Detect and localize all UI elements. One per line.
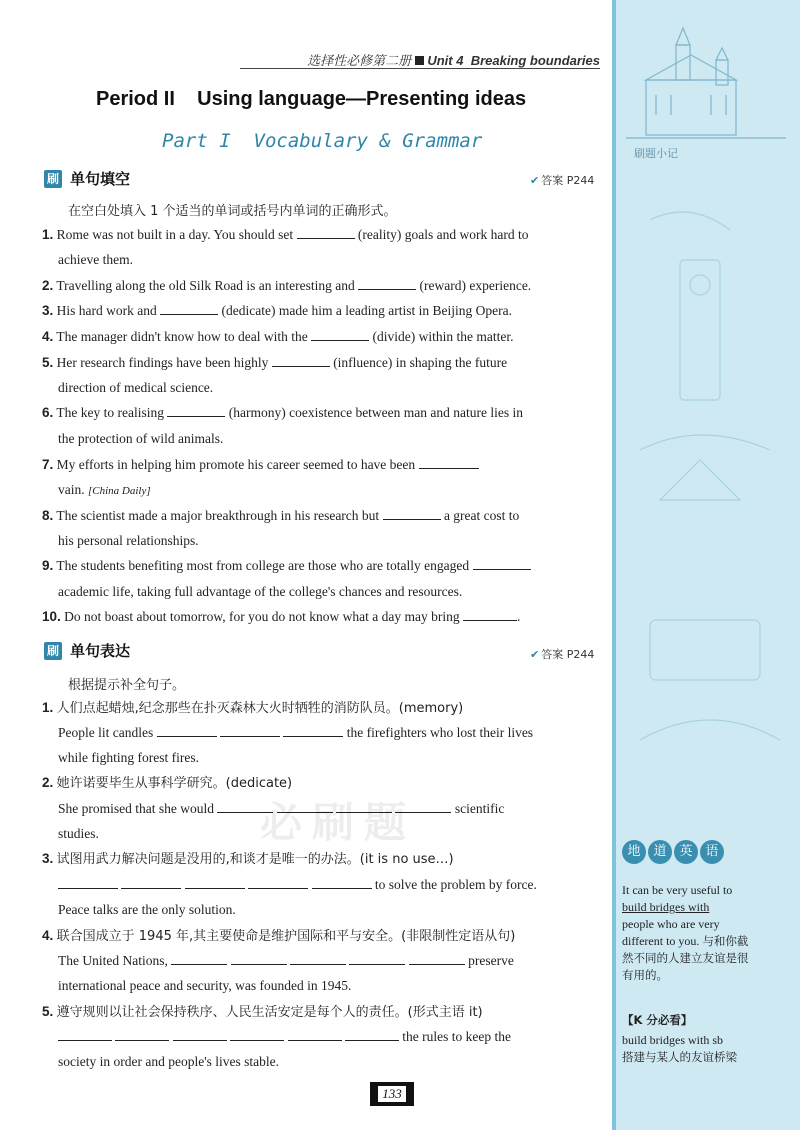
item-text: scientific xyxy=(454,801,505,816)
watermark: 必刷题 xyxy=(260,798,417,847)
item-text: His hard work and xyxy=(56,303,157,318)
answer-blank[interactable] xyxy=(419,456,479,469)
answer-blank[interactable] xyxy=(463,608,517,621)
item-text: Rome was not built in a day. You should set xyxy=(56,227,294,242)
running-title: Breaking boundaries xyxy=(470,53,600,68)
part-title: Part I Vocabulary & Grammar xyxy=(162,130,483,152)
list-item xyxy=(42,507,604,525)
answer-blank[interactable] xyxy=(231,952,287,965)
sidebar-divider xyxy=(612,0,616,1130)
item-text: Travelling along the old Silk Road is an interesting and xyxy=(56,278,355,293)
square-icon xyxy=(415,56,424,65)
k-chinese: 搭建与某人的友谊桥梁 xyxy=(622,1050,737,1064)
item-continuation: while fighting forest fires. xyxy=(58,750,199,765)
item-number: 5. xyxy=(42,355,54,370)
list-item xyxy=(42,927,604,946)
section-heading xyxy=(44,640,130,661)
k-content xyxy=(622,1032,752,1066)
list-item xyxy=(42,404,604,422)
answer-blank[interactable] xyxy=(290,952,346,965)
item-continuation: Peace talks are the only solution. xyxy=(58,902,236,917)
item-text: The scientist made a major breakthrough in his research but xyxy=(56,508,380,523)
item-continuation: the protection of wild animals. xyxy=(58,431,224,446)
sidebar-doodles xyxy=(630,200,790,820)
item-text: She promised that she would xyxy=(58,801,214,816)
answer-ref xyxy=(530,172,594,188)
k-english: build bridges with sb xyxy=(622,1033,723,1047)
answer-ref-text: 答案 P244 xyxy=(541,648,595,661)
item-continuation xyxy=(58,481,604,500)
answer-blank[interactable] xyxy=(185,876,245,889)
list-item xyxy=(42,328,604,346)
list-item xyxy=(42,277,604,295)
item-text: Her research findings have been highly xyxy=(56,355,269,370)
item-text: My efforts in helping him promote his career seemed to have been xyxy=(56,457,416,472)
tip-phrase: build bridges with xyxy=(622,900,710,914)
answer-blank[interactable] xyxy=(283,724,343,737)
item-text: the firefighters who lost their lives xyxy=(346,725,534,740)
item-text: (divide) within the matter. xyxy=(372,329,514,344)
badge-char: 英 xyxy=(674,840,698,864)
section-heading-text: 单句表达 xyxy=(70,642,131,660)
item-number: 2. xyxy=(42,775,54,790)
badge-char: 地 xyxy=(622,840,646,864)
item-line xyxy=(58,952,604,970)
item-number: 1. xyxy=(42,227,54,242)
header-rule xyxy=(240,68,600,69)
chinese-prompt: 人们点起蜡烛,纪念那些在扑灭森林大火时牺牲的消防队员。(memory) xyxy=(56,701,464,716)
item-number: 1. xyxy=(42,700,54,715)
answer-blank[interactable] xyxy=(220,724,280,737)
tip-chinese: 与和你截然不同的人建立友谊是很有用的。 xyxy=(622,934,749,982)
answer-blank[interactable] xyxy=(167,404,225,417)
item-text: . xyxy=(516,609,521,624)
tip-line xyxy=(622,933,752,984)
list-item xyxy=(42,354,604,372)
list-item xyxy=(42,699,604,718)
answer-blank[interactable] xyxy=(473,557,531,570)
answer-blank[interactable] xyxy=(115,1028,169,1041)
source-note: [China Daily] xyxy=(88,485,151,497)
item-continuation: international peace and security, was founded in 1945. xyxy=(58,978,352,993)
item-number: 9. xyxy=(42,558,54,573)
item-text: to solve the problem by force. xyxy=(374,877,537,892)
item-number: 6. xyxy=(42,405,54,420)
chinese-prompt: 试图用武力解决问题是没用的,和谈才是唯一的办法。(it is no use…) xyxy=(56,852,454,867)
list-item xyxy=(42,608,604,626)
k-title: 【K 分必看】 xyxy=(622,1013,693,1027)
item-text: (influence) in shaping the future xyxy=(333,355,508,370)
running-unit: Unit 4 xyxy=(427,53,464,68)
answer-blank[interactable] xyxy=(358,277,416,290)
list-item xyxy=(42,1003,604,1022)
page-number xyxy=(370,1082,414,1106)
chinese-prompt: 联合国成立于 1945 年,其主要使命是维护国际和平与安全。(非限制性定语从句) xyxy=(56,929,516,944)
item-number: 10. xyxy=(42,609,61,624)
item-number: 4. xyxy=(42,928,54,943)
answer-blank[interactable] xyxy=(171,952,227,965)
item-number: 3. xyxy=(42,303,54,318)
answer-ref-text: 答案 P244 xyxy=(541,174,595,187)
answer-blank[interactable] xyxy=(248,876,308,889)
item-number: 3. xyxy=(42,851,54,866)
check-icon: ✔ xyxy=(530,174,540,187)
answer-blank[interactable] xyxy=(349,952,405,965)
item-text: the rules to keep the xyxy=(402,1029,511,1044)
section-heading xyxy=(44,168,130,189)
item-line xyxy=(58,724,604,742)
item-text: The United Nations, xyxy=(58,953,168,968)
answer-blank[interactable] xyxy=(345,1028,399,1041)
list-item xyxy=(42,557,604,575)
item-text: (dedicate) made him a leading artist in Beijing Opera. xyxy=(221,303,513,318)
brush-icon: 刷 xyxy=(44,170,62,188)
answer-blank[interactable] xyxy=(121,876,181,889)
item-number: 2. xyxy=(42,278,54,293)
answer-ref xyxy=(530,646,594,662)
answer-blank[interactable] xyxy=(409,952,465,965)
answer-blank[interactable] xyxy=(58,876,118,889)
answer-blank[interactable] xyxy=(157,724,217,737)
answer-blank[interactable] xyxy=(173,1028,227,1041)
answer-blank[interactable] xyxy=(383,507,441,520)
chinese-prompt: 遵守规则以让社会保持秩序、人民生活安定是每个人的责任。(形式主语 it) xyxy=(56,1005,483,1020)
item-continuation: achieve them. xyxy=(58,252,133,267)
item-number: 8. xyxy=(42,508,54,523)
list-item xyxy=(42,456,604,474)
item-text: vain. xyxy=(58,482,85,497)
item-text: a great cost to xyxy=(443,508,520,523)
running-header xyxy=(240,50,600,69)
item-continuation: society in order and people's lives stable. xyxy=(58,1054,279,1069)
idiomatic-english-badges xyxy=(622,840,724,864)
item-continuation: his personal relationships. xyxy=(58,533,199,548)
check-icon: ✔ xyxy=(530,648,540,661)
item-text: Do not boast about tomorrow, for you do not know what a day may bring xyxy=(64,609,460,624)
answer-blank[interactable] xyxy=(288,1028,342,1041)
answer-blank[interactable] xyxy=(160,302,218,315)
instruction: 在空白处填入 1 个适当的单词或括号内单词的正确形式。 xyxy=(68,204,397,219)
item-number: 5. xyxy=(42,1004,54,1019)
item-line xyxy=(58,1028,604,1046)
running-cn: 选择性必修第二册 xyxy=(307,53,412,68)
answer-blank[interactable] xyxy=(272,354,330,367)
section-heading-text: 单句填空 xyxy=(70,170,131,188)
answer-blank[interactable] xyxy=(230,1028,284,1041)
item-text: People lit candles xyxy=(58,725,154,740)
answer-blank[interactable] xyxy=(297,226,355,239)
answer-blank[interactable] xyxy=(58,1028,112,1041)
item-text: The students benefiting most from college are those who are totally engaged xyxy=(56,558,470,573)
sidebar-label: 刷题小记 xyxy=(634,147,678,160)
item-text: (reality) goals and work hard to xyxy=(357,227,529,242)
chinese-prompt: 她许诺要毕生从事科学研究。(dedicate) xyxy=(56,776,293,791)
brush-icon: 刷 xyxy=(44,642,62,660)
answer-blank[interactable] xyxy=(311,328,369,341)
list-item xyxy=(42,302,604,320)
badge-char: 道 xyxy=(648,840,672,864)
item-text: The key to realising xyxy=(56,405,164,420)
instruction: 根据提示补全句子。 xyxy=(68,678,186,693)
tip-english xyxy=(622,882,752,984)
tip-line-text: different to you. xyxy=(622,934,700,948)
list-item xyxy=(42,226,604,244)
page-number-text: 133 xyxy=(378,1086,406,1102)
item-continuation: studies. xyxy=(58,826,99,841)
item-continuation: direction of medical science. xyxy=(58,380,214,395)
item-continuation: academic life, taking full advantage of the college's chances and resources. xyxy=(58,584,463,599)
item-text: preserve xyxy=(468,953,514,968)
badge-char: 语 xyxy=(700,840,724,864)
tip-line: people who are very xyxy=(622,917,720,931)
tip-line: It can be very useful to xyxy=(622,883,733,897)
list-item xyxy=(42,850,604,869)
page-title: Period II Using language—Presenting ideas xyxy=(96,88,527,110)
item-number: 7. xyxy=(42,457,54,472)
item-text: (harmony) coexistence between man and nature lies in xyxy=(228,405,524,420)
castle-illustration xyxy=(616,20,800,160)
item-text: (reward) experience. xyxy=(419,278,532,293)
item-number: 4. xyxy=(42,329,54,344)
answer-blank[interactable] xyxy=(312,876,372,889)
item-text: The manager didn't know how to deal with the xyxy=(56,329,308,344)
item-line xyxy=(58,876,604,894)
